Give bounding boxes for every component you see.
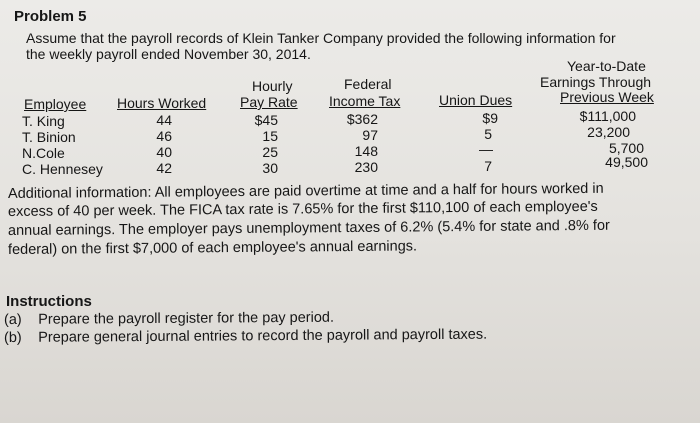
header-fed-tax-top: Federal	[344, 76, 392, 92]
header-hours-worked: Hours Worked	[117, 95, 207, 111]
instructions-title: Instructions	[6, 293, 92, 310]
cell-fed-tax: $362	[346, 111, 378, 127]
header-ytd-line3: Previous Week	[560, 89, 654, 105]
cell-ytd: 49,500	[605, 154, 648, 170]
instruction-item-a	[4, 309, 334, 329]
additional-info-line-3: annual earnings. The employer pays unemployment taxes of 6.2% (5.4% for state and .8% for	[7, 217, 610, 239]
cell-fed-tax: 230	[354, 159, 378, 175]
cell-ytd: $111,000	[579, 108, 636, 124]
cell-union: 7	[484, 158, 492, 174]
cell-ytd: 5,700	[608, 140, 644, 156]
cell-employee: C. Hennesey	[22, 161, 103, 177]
table-row	[0, 154, 700, 177]
intro-line-1: Assume that the payroll records of Klein Tanker Company provided the following information for	[26, 30, 616, 46]
header-pay-rate-top: Hourly	[252, 78, 293, 94]
additional-info-line-2: excess of 40 per week. The FICA tax rate is 7.65% for the first $110,100 of each employee's	[7, 198, 598, 220]
additional-info-line-1: Additional information: All employees are paid overtime at time and a half for hours worked in	[7, 180, 604, 202]
cell-union: $9	[482, 110, 498, 126]
header-ytd-line1: Year-to-Date	[567, 58, 646, 74]
cell-union: —	[479, 141, 493, 157]
cell-employee: T. King	[22, 113, 65, 129]
cell-employee: T. Binion	[22, 129, 76, 145]
instruction-label: (a)	[3, 311, 22, 328]
header-pay-rate-bottom: Pay Rate	[240, 94, 298, 110]
instruction-label: (b)	[3, 329, 22, 346]
cell-rate: 30	[262, 160, 278, 176]
instruction-text: Prepare the payroll register for the pay period.	[38, 309, 335, 328]
cell-employee: N.Cole	[22, 145, 65, 161]
header-ytd-line2: Earnings Through	[540, 74, 652, 90]
cell-rate: 15	[262, 128, 278, 144]
cell-hours: 42	[156, 160, 172, 176]
cell-union: 5	[484, 126, 492, 142]
cell-rate: $45	[254, 112, 278, 128]
cell-hours: 44	[156, 112, 172, 128]
header-union-dues: Union Dues	[439, 92, 513, 108]
instruction-text: Prepare general journal entries to record the payroll and payroll taxes.	[38, 326, 488, 346]
header-fed-tax-bottom: Income Tax	[329, 93, 401, 109]
additional-info-line-4: federal) on the first $7,000 of each employee's annual earnings.	[7, 238, 418, 258]
intro-line-2: the weekly payroll ended November 30, 2014.	[26, 46, 311, 62]
cell-rate: 25	[262, 144, 278, 160]
problem-title: Problem 5	[14, 8, 87, 25]
cell-fed-tax: 97	[362, 127, 378, 143]
cell-ytd: 23,200	[587, 124, 630, 140]
cell-hours: 46	[156, 128, 172, 144]
cell-fed-tax: 148	[354, 143, 378, 159]
instruction-item-b	[4, 326, 487, 347]
header-employee: Employee	[24, 96, 87, 112]
cell-hours: 40	[156, 144, 172, 160]
